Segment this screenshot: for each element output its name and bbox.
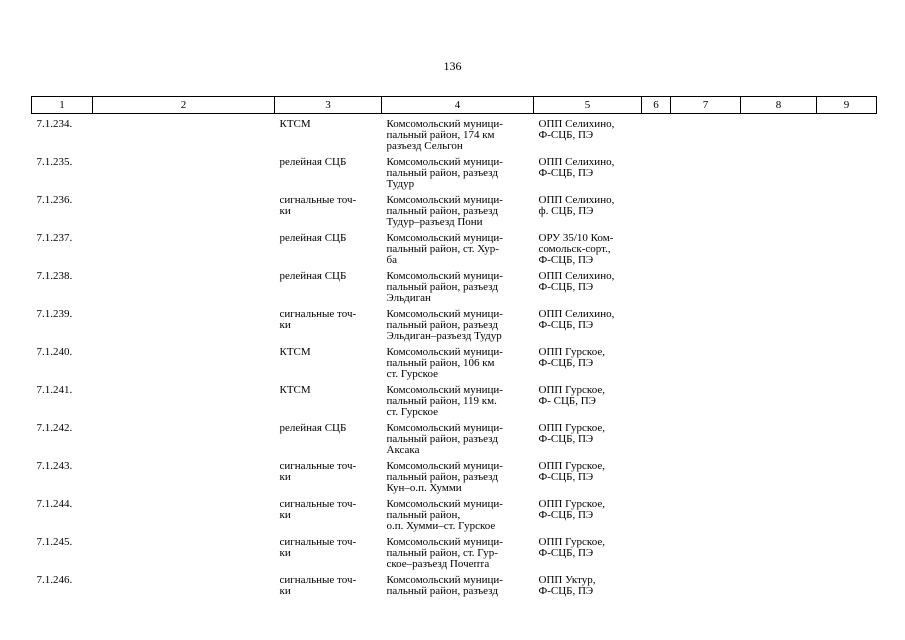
column-6-cell — [642, 114, 671, 153]
table-row — [32, 418, 877, 456]
table-row — [32, 190, 877, 228]
object-name-cell — [275, 190, 382, 228]
column-9-cell — [817, 418, 877, 456]
column-7-cell — [671, 494, 741, 532]
column-7-cell — [671, 380, 741, 418]
cell-text-name: сигнальные точ- ки — [279, 194, 357, 217]
row-number-cell — [32, 418, 93, 456]
row-number-cell — [32, 190, 93, 228]
location-cell — [382, 342, 534, 380]
column-7-cell — [671, 418, 741, 456]
column-7-cell — [671, 456, 741, 494]
cell-text-org: ОПП Гурское, Ф- СЦБ, ПЭ — [538, 384, 605, 407]
power-source-cell — [534, 494, 642, 532]
column-9-cell — [817, 570, 877, 608]
cell-text-org: ОПП Селихино, Ф-СЦБ, ПЭ — [538, 118, 615, 141]
table-row — [32, 114, 877, 153]
column-7-cell — [671, 190, 741, 228]
power-source-cell — [534, 114, 642, 153]
row-number-cell — [32, 342, 93, 380]
cell-text-org: ОПП Селихино, Ф-СЦБ, ПЭ — [538, 270, 615, 293]
column-9-cell — [817, 114, 877, 153]
row-number-cell — [32, 152, 93, 190]
column-8-cell — [741, 456, 817, 494]
location-cell — [382, 570, 534, 608]
power-source-cell — [534, 152, 642, 190]
column-header: 5 — [534, 97, 642, 114]
cell-text-org: ОПП Гурское, Ф-СЦБ, ПЭ — [538, 460, 605, 483]
cell-text-location: Комсомольский муници- пальный район, разъезд — [386, 574, 503, 597]
column-6-cell — [642, 228, 671, 266]
column-6-cell — [642, 494, 671, 532]
cell-text-org: ОПП Селихино, Ф-СЦБ, ПЭ — [538, 156, 615, 179]
cell-text-num: 7.1.246. — [36, 574, 73, 586]
cell-text-name: сигнальные точ- ки — [279, 574, 357, 597]
column-header: 7 — [671, 97, 741, 114]
cell-text-num: 7.1.243. — [36, 460, 73, 472]
column-9-cell — [817, 266, 877, 304]
power-source-cell — [534, 418, 642, 456]
column-8-cell — [741, 304, 817, 342]
column-header: 3 — [275, 97, 382, 114]
column-2-cell — [93, 570, 275, 608]
cell-text-location: Комсомольский муници- пальный район, разъезд Эльдиган–разъезд Тудур — [386, 308, 503, 342]
power-source-cell — [534, 190, 642, 228]
column-header: 9 — [817, 97, 877, 114]
cell-text-name: КТСМ — [279, 346, 311, 358]
power-source-cell — [534, 570, 642, 608]
cell-text-name: КТСМ — [279, 384, 311, 396]
power-source-cell — [534, 380, 642, 418]
cell-text-name: сигнальные точ- ки — [279, 498, 357, 521]
column-8-cell — [741, 418, 817, 456]
column-2-cell — [93, 304, 275, 342]
cell-text-location: Комсомольский муници- пальный район, разъезд Тудур — [386, 156, 503, 190]
column-9-cell — [817, 228, 877, 266]
column-6-cell — [642, 342, 671, 380]
table-row — [32, 152, 877, 190]
object-name-cell — [275, 342, 382, 380]
row-number-cell — [32, 456, 93, 494]
cell-text-num: 7.1.234. — [36, 118, 73, 130]
location-cell — [382, 494, 534, 532]
location-cell — [382, 456, 534, 494]
column-header: 4 — [382, 97, 534, 114]
object-name-cell — [275, 456, 382, 494]
table-row — [32, 456, 877, 494]
cell-text-location: Комсомольский муници- пальный район, ст. Гур- ское–разъезд Почепта — [386, 536, 503, 570]
cell-text-num: 7.1.245. — [36, 536, 73, 548]
row-number-cell — [32, 304, 93, 342]
object-name-cell — [275, 380, 382, 418]
cell-text-num: 7.1.235. — [36, 156, 73, 168]
object-name-cell — [275, 494, 382, 532]
column-2-cell — [93, 114, 275, 153]
object-name-cell — [275, 114, 382, 153]
column-8-cell — [741, 570, 817, 608]
cell-text-org: ОПП Гурское, Ф-СЦБ, ПЭ — [538, 536, 605, 559]
cell-text-location: Комсомольский муници- пальный район, ст. Хур- ба — [386, 232, 503, 266]
column-9-cell — [817, 456, 877, 494]
column-7-cell — [671, 342, 741, 380]
cell-text-location: Комсомольский муници- пальный район, 106 км ст. Гурское — [386, 346, 503, 380]
object-name-cell — [275, 418, 382, 456]
page-number: 136 — [443, 59, 462, 73]
object-name-cell — [275, 570, 382, 608]
column-2-cell — [93, 152, 275, 190]
column-7-cell — [671, 570, 741, 608]
row-number-cell — [32, 114, 93, 153]
column-8-cell — [741, 152, 817, 190]
column-header: 8 — [741, 97, 817, 114]
cell-text-org: ОРУ 35/10 Ком- сомольск-сорт., Ф-СЦБ, ПЭ — [538, 232, 614, 266]
column-9-cell — [817, 304, 877, 342]
table-row — [32, 380, 877, 418]
column-7-cell — [671, 152, 741, 190]
column-8-cell — [741, 190, 817, 228]
row-number-cell — [32, 494, 93, 532]
location-cell — [382, 190, 534, 228]
cell-text-name: сигнальные точ- ки — [279, 460, 357, 483]
column-6-cell — [642, 380, 671, 418]
column-8-cell — [741, 266, 817, 304]
column-6-cell — [642, 152, 671, 190]
location-cell — [382, 114, 534, 153]
column-9-cell — [817, 532, 877, 570]
location-cell — [382, 152, 534, 190]
cell-text-num: 7.1.244. — [36, 498, 73, 510]
column-6-cell — [642, 266, 671, 304]
object-name-cell — [275, 304, 382, 342]
location-cell — [382, 380, 534, 418]
cell-text-location: Комсомольский муници- пальный район, 174 км разъезд Сельгон — [386, 118, 503, 152]
column-9-cell — [817, 342, 877, 380]
row-number-cell — [32, 380, 93, 418]
column-8-cell — [741, 380, 817, 418]
cell-text-org: ОПП Гурское, Ф-СЦБ, ПЭ — [538, 422, 605, 445]
column-2-cell — [93, 456, 275, 494]
row-number-cell — [32, 228, 93, 266]
column-2-cell — [93, 342, 275, 380]
table-row — [32, 494, 877, 532]
column-2-cell — [93, 418, 275, 456]
row-number-cell — [32, 266, 93, 304]
cell-text-name: релейная СЦБ — [279, 232, 347, 244]
column-header: 6 — [642, 97, 671, 114]
cell-text-num: 7.1.237. — [36, 232, 73, 244]
cell-text-name: КТСМ — [279, 118, 311, 130]
cell-text-org: ОПП Гурское, Ф-СЦБ, ПЭ — [538, 498, 605, 521]
column-2-cell — [93, 380, 275, 418]
cell-text-num: 7.1.236. — [36, 194, 73, 206]
column-7-cell — [671, 228, 741, 266]
table-row — [32, 532, 877, 570]
cell-text-num: 7.1.239. — [36, 308, 73, 320]
cell-text-num: 7.1.241. — [36, 384, 73, 396]
power-source-cell — [534, 532, 642, 570]
data-table — [31, 96, 877, 608]
column-2-cell — [93, 532, 275, 570]
column-6-cell — [642, 456, 671, 494]
cell-text-location: Комсомольский муници- пальный район, разъезд Кун–о.п. Хумми — [386, 460, 503, 494]
column-8-cell — [741, 532, 817, 570]
power-source-cell — [534, 342, 642, 380]
cell-text-location: Комсомольский муници- пальный район, о.п. Хумми–ст. Гурское — [386, 498, 503, 532]
table-row — [32, 228, 877, 266]
cell-text-num: 7.1.238. — [36, 270, 73, 282]
column-9-cell — [817, 152, 877, 190]
column-8-cell — [741, 114, 817, 153]
cell-text-org: ОПП Уктур, Ф-СЦБ, ПЭ — [538, 574, 596, 597]
location-cell — [382, 418, 534, 456]
table-row — [32, 266, 877, 304]
object-name-cell — [275, 152, 382, 190]
cell-text-location: Комсомольский муници- пальный район, разъезд Аксака — [386, 422, 503, 456]
cell-text-location: Комсомольский муници- пальный район, 119 км. ст. Гурское — [386, 384, 503, 418]
column-7-cell — [671, 266, 741, 304]
column-7-cell — [671, 114, 741, 153]
cell-text-name: релейная СЦБ — [279, 156, 347, 168]
cell-text-name: релейная СЦБ — [279, 270, 347, 282]
object-name-cell — [275, 532, 382, 570]
row-number-cell — [32, 532, 93, 570]
column-8-cell — [741, 494, 817, 532]
cell-text-org: ОПП Селихино, Ф-СЦБ, ПЭ — [538, 308, 615, 331]
table-row — [32, 342, 877, 380]
column-8-cell — [741, 228, 817, 266]
column-9-cell — [817, 190, 877, 228]
column-7-cell — [671, 532, 741, 570]
column-header: 1 — [32, 97, 93, 114]
column-9-cell — [817, 494, 877, 532]
location-cell — [382, 304, 534, 342]
object-name-cell — [275, 266, 382, 304]
cell-text-name: релейная СЦБ — [279, 422, 347, 434]
header-row — [32, 97, 877, 114]
cell-text-org: ОПП Селихино, ф. СЦБ, ПЭ — [538, 194, 615, 217]
table-row — [32, 570, 877, 608]
column-2-cell — [93, 228, 275, 266]
power-source-cell — [534, 266, 642, 304]
column-2-cell — [93, 266, 275, 304]
cell-text-num: 7.1.242. — [36, 422, 73, 434]
column-6-cell — [642, 304, 671, 342]
column-6-cell — [642, 418, 671, 456]
column-2-cell — [93, 190, 275, 228]
cell-text-location: Комсомольский муници- пальный район, разъезд Эльдиган — [386, 270, 503, 304]
cell-text-num: 7.1.240. — [36, 346, 73, 358]
location-cell — [382, 228, 534, 266]
cell-text-location: Комсомольский муници- пальный район, разъезд Тудур–разъезд Пони — [386, 194, 503, 228]
power-source-cell — [534, 456, 642, 494]
location-cell — [382, 266, 534, 304]
cell-text-name: сигнальные точ- ки — [279, 308, 357, 331]
row-number-cell — [32, 570, 93, 608]
cell-text-name: сигнальные точ- ки — [279, 536, 357, 559]
column-2-cell — [93, 494, 275, 532]
power-source-cell — [534, 304, 642, 342]
column-6-cell — [642, 532, 671, 570]
power-source-cell — [534, 228, 642, 266]
table-row — [32, 304, 877, 342]
column-7-cell — [671, 304, 741, 342]
column-8-cell — [741, 342, 817, 380]
column-6-cell — [642, 190, 671, 228]
location-cell — [382, 532, 534, 570]
column-9-cell — [817, 380, 877, 418]
column-header: 2 — [93, 97, 275, 114]
column-6-cell — [642, 570, 671, 608]
cell-text-org: ОПП Гурское, Ф-СЦБ, ПЭ — [538, 346, 605, 369]
object-name-cell — [275, 228, 382, 266]
